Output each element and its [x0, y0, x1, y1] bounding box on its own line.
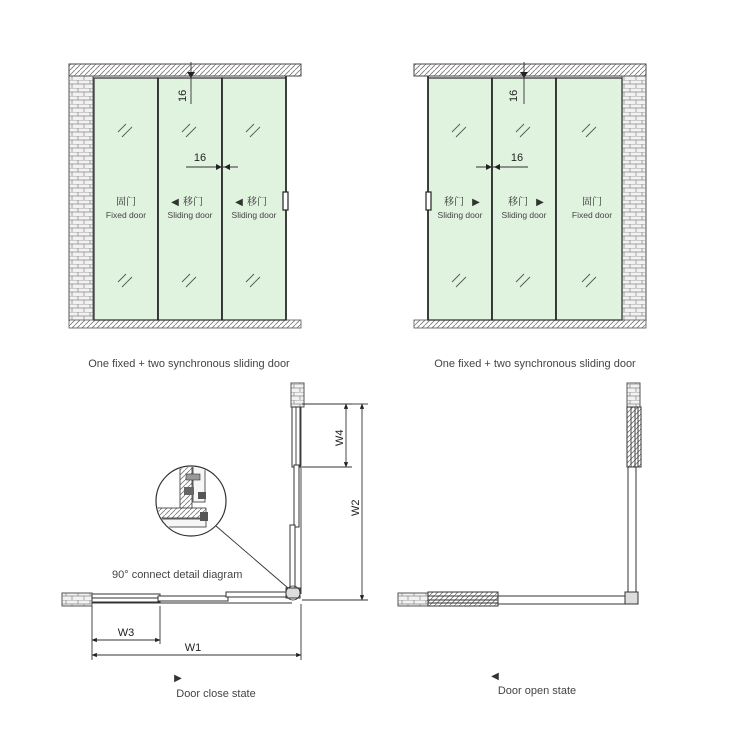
panel-cn-label: 移门: [247, 197, 267, 208]
arrow-right-icon: ▶: [174, 673, 182, 684]
panel-cn-label: 移门: [444, 197, 464, 208]
plan-close-caption: Door close state: [176, 688, 256, 700]
corner-post: [625, 592, 638, 604]
door-handle: [283, 192, 288, 210]
panel-en-label: Fixed door: [105, 210, 147, 220]
ceiling-track: [414, 64, 646, 76]
dimension-w3-label: W3: [117, 627, 135, 639]
door-handle: [426, 192, 431, 210]
arrow-left-icon: ◀: [171, 197, 179, 208]
brick-wall: [622, 76, 646, 321]
floor-strip: [414, 320, 646, 328]
panel-en-label: Sliding door: [231, 210, 277, 220]
elevation-left-caption: One fixed + two synchronous sliding door: [88, 358, 290, 370]
arrow-right-icon: ▶: [536, 197, 544, 208]
panel-en-label: Sliding door: [501, 210, 547, 220]
dimension-w4-label: W4: [334, 429, 346, 446]
plan-open-caption: Door open state: [497, 685, 577, 697]
arrow-right-icon: ▶: [472, 197, 480, 208]
elevation-right-caption: One fixed + two synchronous sliding door: [434, 358, 636, 370]
elevation-left: [69, 62, 301, 370]
stacked-panels: [428, 592, 498, 606]
brick-wall: [69, 76, 93, 321]
dimension-w1-label: W1: [184, 642, 202, 654]
corner-post: [286, 588, 300, 598]
panel-cn-label: 固门: [116, 197, 136, 208]
panel-en-label: Fixed door: [571, 210, 613, 220]
panel-en-label: Sliding door: [167, 210, 213, 220]
stacked-panels: [627, 407, 641, 467]
detail-label: 90° connect detail diagram: [112, 569, 243, 581]
floor-strip: [69, 320, 301, 328]
dimension-top-label: 16: [177, 89, 189, 102]
arrow-left-icon: ◀: [491, 671, 499, 682]
plan-close: [62, 383, 368, 700]
brick-wall: [398, 593, 428, 606]
dimension-w2-label: W2: [350, 499, 362, 516]
connect-detail-callout: [150, 460, 226, 536]
brick-wall: [291, 383, 304, 407]
ceiling-track: [69, 64, 301, 76]
dimension-mid-label: 16: [510, 152, 524, 164]
dimension-mid-label: 16: [193, 152, 207, 164]
panel-cn-label: 移门: [508, 197, 528, 208]
panel-en-label: Sliding door: [437, 210, 483, 220]
plan-open: [398, 383, 641, 697]
panel-cn-label: 移门: [183, 197, 203, 208]
panel-cn-label: 固门: [582, 197, 602, 208]
brick-wall: [627, 383, 640, 407]
arrow-left-icon: ◀: [235, 197, 243, 208]
elevation-right: [414, 62, 646, 370]
dimension-top-label: 16: [508, 89, 520, 102]
brick-wall: [62, 593, 92, 606]
